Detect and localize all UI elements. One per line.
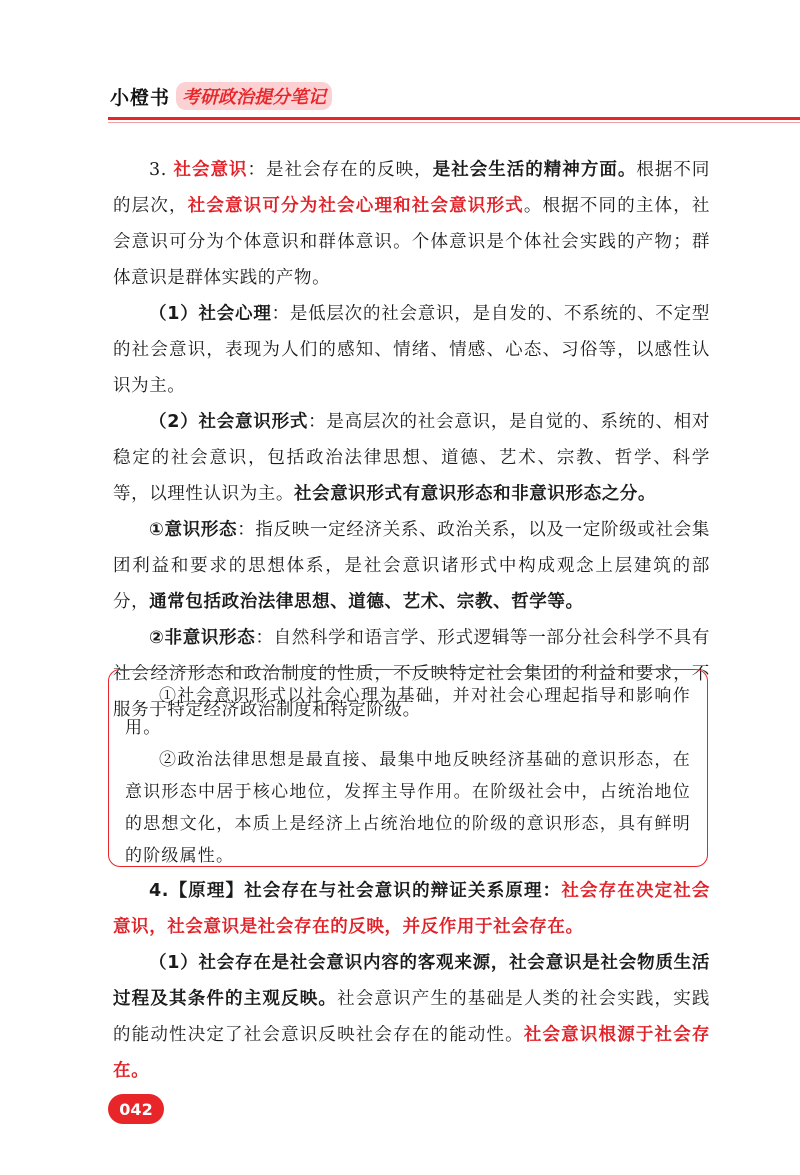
note-box xyxy=(108,669,708,867)
sub-1-label: ①意识形态 xyxy=(149,520,238,540)
item-2-paragraph: （2）社会意识形式：是高层次的社会意识，是自觉的、系统的、相对稳定的社会意识，包括政治法律思想、道德、艺术、宗教、哲学、科学等，以理性认识为主。社会意识形式有意识形态和非意识形态之分。 xyxy=(113,412,711,504)
main-content xyxy=(113,152,710,728)
item-1-label: （1）社会心理 xyxy=(149,304,272,324)
item-2-label: （2）社会意识形式 xyxy=(149,412,309,432)
item-1-paragraph: （1）社会心理：是低层次的社会意识，是自发的、不系统的、不定型的社会意识，表现为人们的感知、情绪、情感、心态、习俗等，以感性认识为主。 xyxy=(113,304,710,396)
section-3-paragraph: 3. 社会意识：是社会存在的反映，是社会生活的精神方面。根据不同的层次，社会意识可分为社会心理和社会意识形式。根据不同的主体，社会意识可分为个体意识和群体意识。个体意识是个体社会实践的产物；群体意识是群体实践的产物。 xyxy=(113,160,711,288)
note-point-2: ②政治法律思想是最直接、最集中地反映经济基础的意识形态，在意识形态中居于核心地位，发挥主导作用。在阶级社会中，占统治地位的思想文化，本质上是经济上占统治地位的阶级的意识形态，具有鲜明的阶级属性。 xyxy=(125,750,691,866)
sub-2-label: ②非意识形态 xyxy=(149,628,256,648)
note-point-1: ①社会意识形式以社会心理为基础，并对社会心理起指导和影响作用。 xyxy=(125,686,691,738)
main-content-continued xyxy=(113,873,710,1089)
sub-1-paragraph: ①意识形态：指反映一定经济关系、政治关系，以及一定阶级或社会集团利益和要求的思想体系，是社会意识诸形式中构成观念上层建筑的部分，通常包括政治法律思想、道德、艺术、宗教、哲学等。 xyxy=(113,520,710,612)
sub-2-paragraph: ②非意识形态：自然科学和语言学、形式逻辑等一部分社会科学不具有社会经济形态和政治制度的性质，不反映特定社会集团的利益和要求，不服务于特定经济政治制度和特定阶级。 xyxy=(113,628,710,720)
page-header xyxy=(110,78,332,114)
book-tagline: 考研政治提分笔记 xyxy=(176,82,332,110)
book-brand: 小橙书 xyxy=(110,86,171,109)
section-4-heading: 4.【原理】社会存在与社会意识的辩证关系原理：社会存在决定社会意识，社会意识是社会存在的反映，并反作用于社会存在。 xyxy=(113,881,710,937)
item-4-1-paragraph: （1）社会存在是社会意识内容的客观来源，社会意识是社会物质生活过程及其条件的主观反映。社会意识产生的基础是人类的社会实践，实践的能动性决定了社会意识反映社会存在的能动性。社会意识根源于社会存在。 xyxy=(113,953,710,1081)
header-rule xyxy=(108,117,800,120)
header-rule-thin xyxy=(108,122,800,123)
page-number-badge: 042 xyxy=(108,1094,164,1124)
term-social-consciousness: 社会意识 xyxy=(173,160,248,180)
